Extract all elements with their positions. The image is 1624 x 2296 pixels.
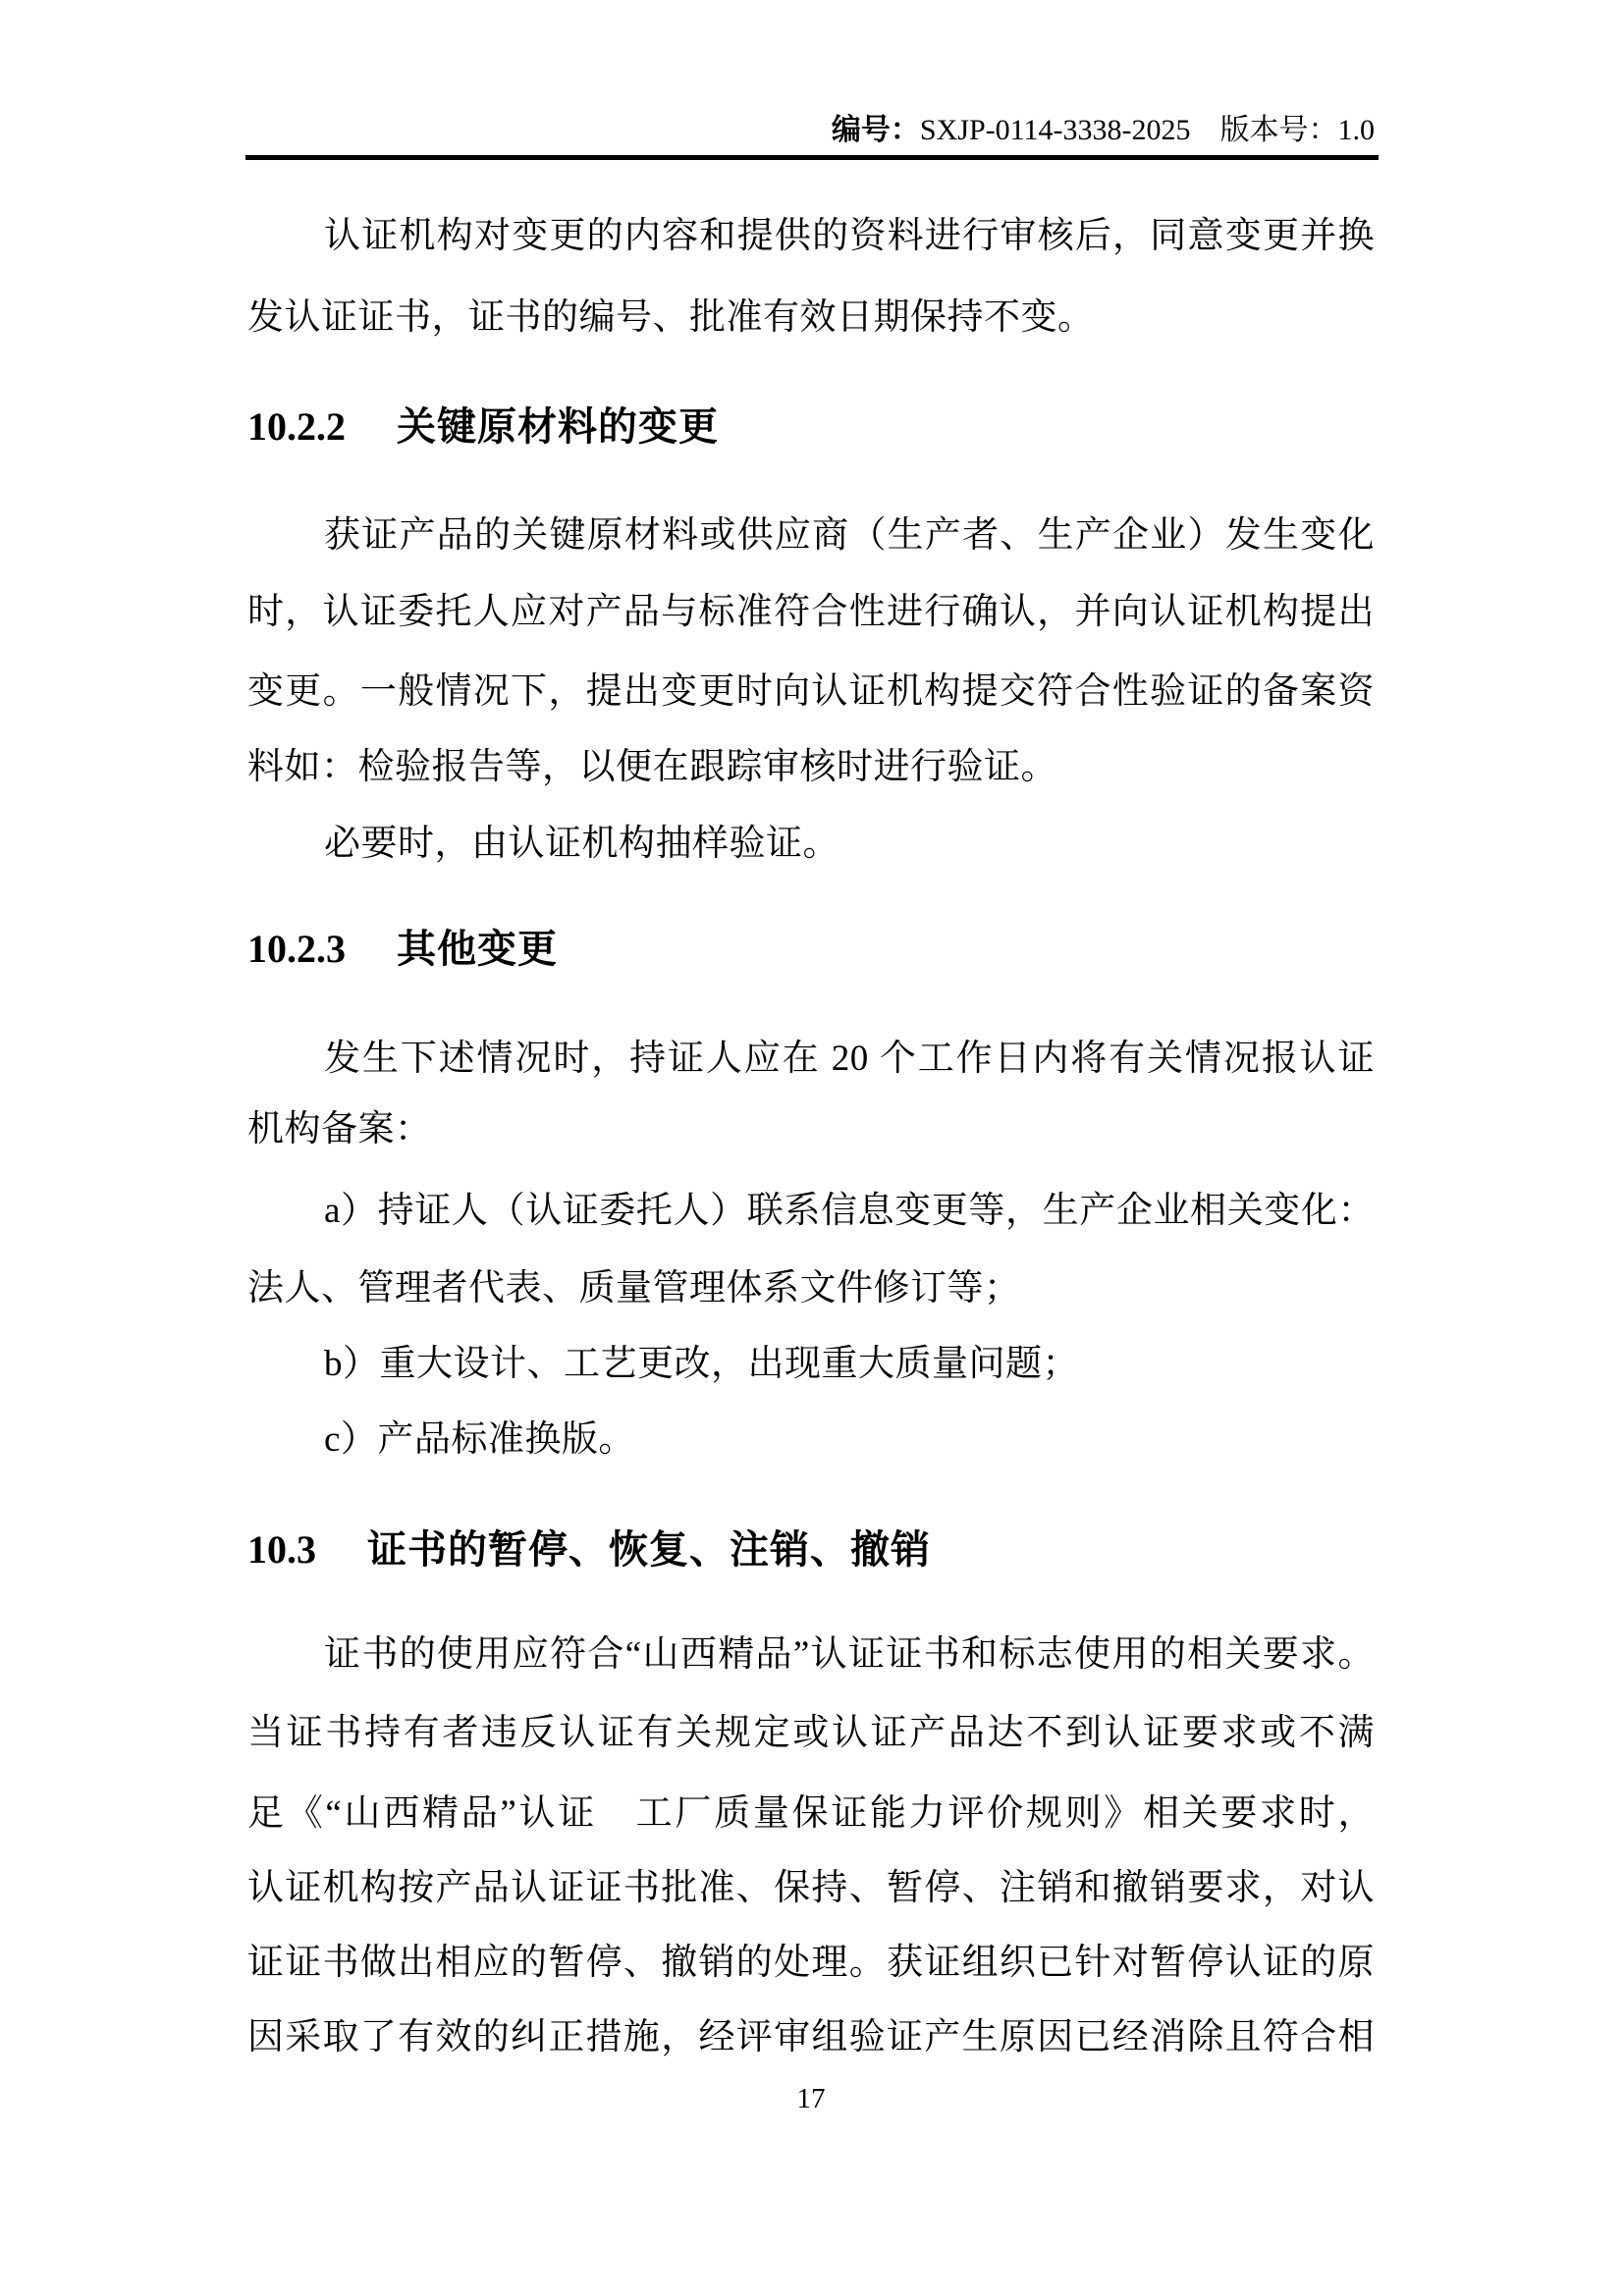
paragraph-line: 足《“山西精品”认证 工厂质量保证能力评价规则》相关要求时， bbox=[247, 1793, 1375, 1834]
section-heading-10-2-3 bbox=[247, 928, 558, 971]
paragraph-line: 料如：检验报告等，以便在跟踪审核时进行验证。 bbox=[247, 747, 1057, 787]
list-item-a: a）持证人（认证委托人）联系信息变更等，生产企业相关变化： bbox=[324, 1191, 1375, 1231]
doc-code-label: 编号： bbox=[831, 114, 920, 146]
paragraph-line: 因采取了有效的纠正措施，经评审组验证产生原因已经消除且符合相 bbox=[247, 2017, 1375, 2057]
list-item-c: c）产品标准换版。 bbox=[324, 1419, 635, 1460]
doc-version-label: 版本号： bbox=[1219, 114, 1338, 146]
heading-number: 10.2.3 bbox=[247, 927, 346, 971]
paragraph-line: 认证机构对变更的内容和提供的资料进行审核后，同意变更并换 bbox=[324, 216, 1375, 256]
heading-title: 其他变更 bbox=[397, 928, 558, 971]
doc-version-value: 1.0 bbox=[1337, 114, 1375, 146]
section-heading-10-2-2 bbox=[247, 405, 719, 449]
page-number: 17 bbox=[796, 2083, 826, 2114]
paragraph-line: 法人、管理者代表、质量管理体系文件修订等； bbox=[247, 1268, 1021, 1308]
paragraph-line: 必要时，由认证机构抽样验证。 bbox=[324, 824, 839, 864]
header-divider-rule bbox=[245, 155, 1379, 160]
paragraph-line: 证证书做出相应的暂停、撤销的处理。获证组织已针对暂停认证的原 bbox=[247, 1943, 1375, 1983]
paragraph-line: 变更。一般情况下，提出变更时向认证机构提交符合性验证的备案资 bbox=[247, 671, 1375, 712]
heading-title: 关键原材料的变更 bbox=[397, 405, 719, 449]
heading-number: 10.3 bbox=[247, 1527, 316, 1572]
page-header bbox=[832, 116, 1375, 145]
paragraph-line: 当证书持有者违反认证有关规定或认证产品达不到认证要求或不满 bbox=[247, 1713, 1375, 1753]
paragraph-line: 机构备案： bbox=[247, 1109, 432, 1149]
doc-code-value: SXJP-0114-3338-2025 bbox=[919, 114, 1191, 146]
paragraph-line: 证书的使用应符合“山西精品”认证证书和标志使用的相关要求。 bbox=[324, 1634, 1375, 1675]
paragraph-line: 认证机构按产品认证证书批准、保持、暂停、注销和撤销要求，对认 bbox=[247, 1868, 1375, 1908]
heading-title: 证书的暂停、恢复、注销、撤销 bbox=[367, 1528, 931, 1572]
paragraph-line: 获证产品的关键原材料或供应商（生产者、生产企业）发生变化 bbox=[324, 515, 1375, 556]
paragraph-line: 发认证证书，证书的编号、批准有效日期保持不变。 bbox=[247, 297, 1095, 338]
paragraph-line: 发生下述情况时，持证人应在 20 个工作日内将有关情况报认证 bbox=[324, 1039, 1375, 1079]
heading-number: 10.2.2 bbox=[247, 404, 346, 449]
list-item-b: b）重大设计、工艺更改，出现重大质量问题； bbox=[324, 1344, 1079, 1384]
section-heading-10-3 bbox=[247, 1528, 931, 1572]
paragraph-line: 时，认证委托人应对产品与标准符合性进行确认，并向认证机构提出 bbox=[247, 592, 1375, 632]
